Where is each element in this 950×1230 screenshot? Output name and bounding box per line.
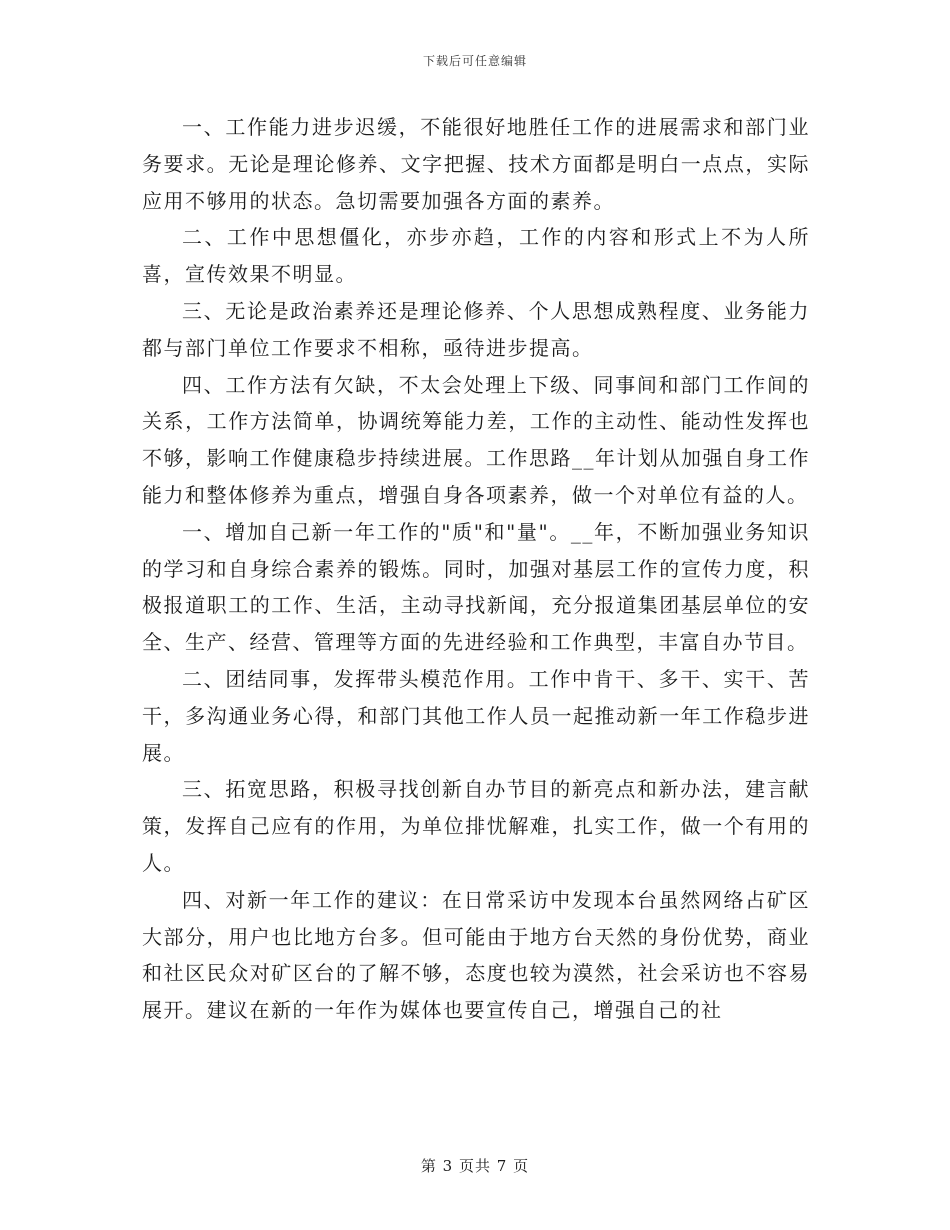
paragraph-6: 二、团结同事，发挥带头模范作用。工作中肯干、多干、实干、苦干，多沟通业务心得，和部门其他工作人员一起推动新一年工作稳步进展。 — [142, 666, 810, 765]
paragraph-7: 三、拓宽思路，积极寻找创新自办节目的新亮点和新办法，建言献策，发挥自己应有的作用，为单位排忧解难，扎实工作，做一个有用的人。 — [142, 777, 810, 875]
page-footer: 第 3 页共 7 页 — [420, 1157, 530, 1175]
paragraph-4: 四、工作方法有欠缺，不太会处理上下级、同事间和部门工作间的关系，工作方法简单，协调统筹能力差，工作的主动性、能动性发挥也不够，影响工作健康稳步持续进展。工作思路__年计划从加强自身工作能力和整体修养为重点，增强自身各项素养，做一个对单位有益的人。 — [142, 372, 810, 507]
paragraph-8: 四、对新一年工作的建议：在日常采访中发现本台虽然网络占矿区大部分，用户也比地方台多。但可能由于地方台天然的身份优势，商业和社区民众对矿区台的了解不够，态度也较为漠然，社会采访也不容易展开。建议在新的一年作为媒体也要宣传自己，增强自己的社 — [142, 887, 810, 1023]
paragraph-3: 三、无论是政治素养还是理论修养、个人思想成熟程度、业务能力都与部门单位工作要求不相称，亟待进步提高。 — [142, 298, 810, 360]
paragraph-5: 一、增加自己新一年工作的"质"和"量"。__年，不断加强业务知识的学习和自身综合素养的锻炼。同时，加强对基层工作的宣传力度，积极报道职工的工作、生活，主动寻找新闻，充分报道集团基层单位的安全、生产、经营、管理等方面的先进经验和工作典型，丰富自办节目。 — [142, 519, 810, 655]
paragraph-1: 一、工作能力进步迟缓，不能很好地胜任工作的进展需求和部门业务要求。无论是理论修养、文字把握、技术方面都是明白一点点，实际应用不够用的状态。急切需要加强各方面的素养。 — [142, 115, 810, 213]
document-body — [142, 109, 810, 1029]
page-header: 下载后可任意编辑 — [422, 54, 527, 68]
paragraph-2: 二、工作中思想僵化，亦步亦趋，工作的内容和形式上不为人所喜，宣传效果不明显。 — [142, 225, 810, 287]
